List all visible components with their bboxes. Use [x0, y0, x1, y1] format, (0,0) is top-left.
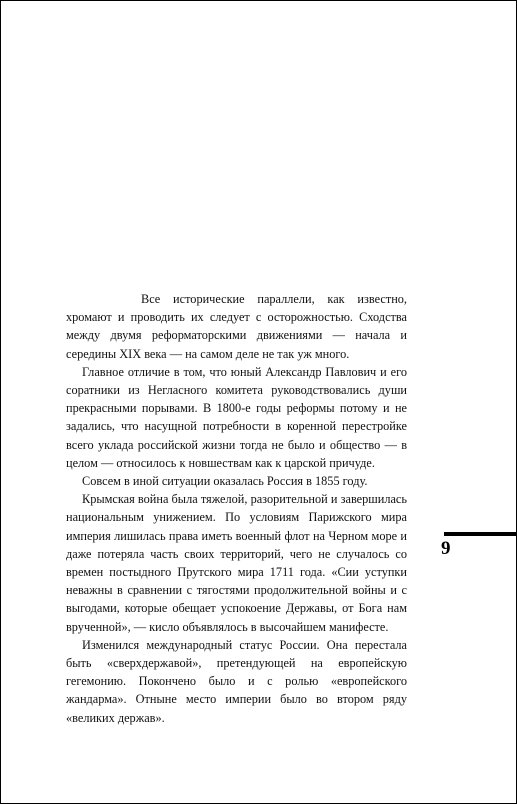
paragraph-5: Изменился международный статус России. Она перестала быть «сверхдержавой», претендующей на европейскую гегемонию. Покончено было и с ролью «европейского жандарма». Отныне место империи было во втором ряду «великих держав».: [66, 637, 407, 725]
paragraph-2: Главное отличие в том, что юный Александр Павлович и его соратники из Негласного комитета руководствовались души прекрасными порывами. В 1800-е годы реформы потому и не задались, что насущной потребности в коренной перестройке всего уклада российской жизни тогда не было и общество — в целом — относилось к новшествам как к царской причуде.: [66, 364, 407, 470]
page-number: 9: [441, 538, 451, 559]
paragraph-4: Крымская война была тяжелой, разорительной и завершилась национальным унижением. По условиям Парижского мира империя лишилась права иметь военный флот на Черном море и даже потеряла часть своих территорий, чего не случалось со времен постыдного Прутского мира 1711 года. «Сии уступки неважны в сравнении с тягостями продолжительной войны и с выгодами, которые обещает успокоение Державы, от Бога нам врученной», — кисло объявлялось в высочайшем манифесте.: [66, 492, 407, 634]
paragraph-1: Все исторические параллели, как известно, хромают и проводить их следует с осторожностью. Сходства между двумя реформаторскими движениями — начала и середины XIX века — на самом деле не так уж много.: [66, 292, 407, 361]
page-number-rule: [444, 532, 517, 536]
paragraph-3: Совсем в иной ситуации оказалась Россия в 1855 году.: [82, 474, 368, 489]
body-text: [66, 290, 407, 727]
